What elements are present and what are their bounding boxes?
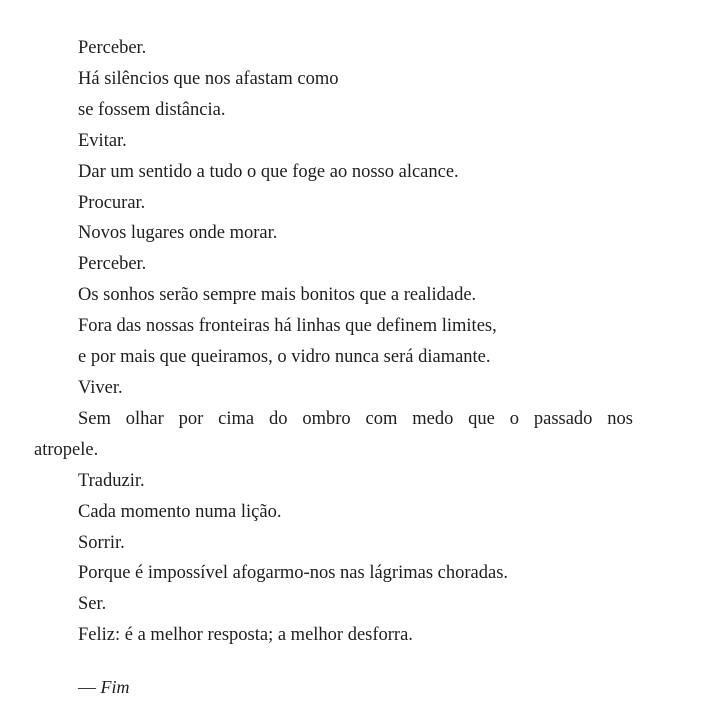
poem-text	[34, 33, 633, 651]
poem-line: Há silêncios que nos afastam como	[78, 68, 339, 89]
poem-line: Porque é impossível afogarmo-nos nas lágrimas choradas.	[78, 563, 509, 584]
poem-line: Viver.	[78, 377, 123, 398]
poem-line: se fossem distância.	[78, 99, 226, 120]
poem-line: Os sonhos serão sempre mais bonitos que a realidade.	[78, 285, 477, 306]
poem-line: Novos lugares onde morar.	[78, 223, 278, 244]
poem-line: atropele.	[34, 439, 99, 460]
signature-text: Fim	[100, 677, 130, 697]
poem-line: Cada momento numa lição.	[78, 501, 282, 522]
poem-line: Ser.	[78, 594, 107, 615]
signature	[78, 672, 130, 702]
poem-line: Dar um sentido a tudo o que foge ao nosso alcance.	[78, 161, 459, 182]
poem-line: Sem olhar por cima do ombro com medo que o passado nos	[78, 408, 633, 429]
poem-line: Feliz: é a melhor resposta; a melhor desforra.	[78, 625, 413, 646]
poem-line: Perceber.	[78, 38, 147, 58]
poem-line: Sorrir.	[78, 532, 125, 553]
poem-line: e por mais que queiramos, o vidro nunca será diamante.	[78, 347, 491, 368]
poem-line: Traduzir.	[78, 470, 145, 491]
poem-line: Procurar.	[78, 192, 146, 213]
poem-line: Fora das nossas fronteiras há linhas que definem limites,	[78, 316, 497, 337]
poem-line: Perceber.	[78, 254, 147, 275]
poem-line: Evitar.	[78, 130, 127, 151]
signature-dash: —	[78, 677, 96, 697]
